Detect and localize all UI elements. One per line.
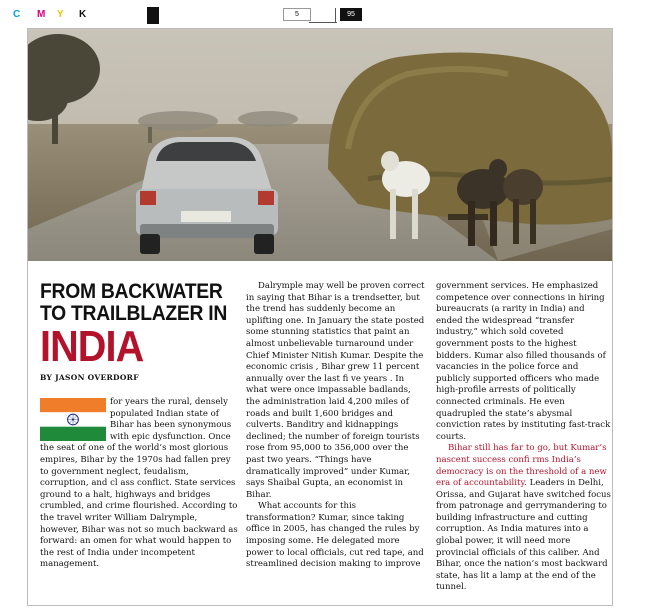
cmyk-c: C bbox=[13, 9, 21, 20]
cmyk-m: M bbox=[37, 9, 46, 20]
page-number: 95 bbox=[340, 8, 362, 21]
paragraph: Leaders in Delhi, Orissa, and Gujarat have switched focus from patronage and gerrymandering to building infrastructure and cutting corruption. As India matures into a global power, it will need more provincial officials of this caliber. And Bihar, once the nation’s most backward state, has lit a lamp at the end of the tunnel. bbox=[436, 478, 611, 593]
byline: BY JASON OVERDORF bbox=[40, 373, 139, 382]
headline-line-1: FROM BACKWATER bbox=[40, 280, 223, 303]
flag-spacer bbox=[40, 397, 110, 441]
paragraph: What accounts for this transformation? Kumar, since taking office in 2005, has changed the rules by imposing some. He delegated more power to local officials, cut red tape, and streamlined decision making to improve bbox=[246, 501, 424, 570]
magazine-page bbox=[27, 28, 613, 606]
article-column-3 bbox=[436, 281, 611, 594]
page-code: 5 bbox=[283, 8, 311, 21]
article-column-2 bbox=[246, 281, 426, 571]
article-column-1 bbox=[40, 397, 238, 571]
headline-country: INDIA bbox=[40, 322, 144, 371]
crop-line bbox=[335, 8, 336, 22]
pull-quote: Bihar still has far to go, but Kumar’s nascent success confi rms India’s democracy is on the threshold of a new era of accountability. bbox=[436, 443, 607, 489]
headline-line-2: TO TRAILBLAZER IN bbox=[40, 302, 228, 325]
cmyk-k: K bbox=[79, 9, 87, 20]
paragraph: government services. He emphasized competence over connections in hiring bureaucrats (a rarity in India) and ended the widespread “transfer industry,” which sold coveted government posts to the highest bidders. Kumar also filled thousands of vacancies in the police force and publicly supported officers who made high-profile arrests of politically connected criminals. He even quadrupled the state’s abysmal conviction rates by instituting fast-track courts. bbox=[436, 281, 611, 442]
crop-line bbox=[309, 22, 337, 23]
registration-mark bbox=[147, 7, 159, 24]
headline bbox=[40, 281, 240, 369]
paragraph: Dalrymple may well be proven correct in saying that Bihar is a trendsetter, but the trend has suddenly become an uplifting one. In January the state posted some stunning statistics that paint an almost unbelievable turnaround under Chief Minister Nitish Kumar. Despite the economic crisis , Bihar grew 11 percent annually over the last fi ve years . In what were once impassable badlands, the administration laid 4,200 miles of roads and built 1,600 bridges and culverts. Banditry and kidnappings declined; the number of foreign tourists rose from 95,000 to 356,000 over the past two years. “Things have dramatically improved” under Kumar, says Shaibal Gupta, an economist in Bihar. bbox=[246, 281, 425, 500]
print-marks bbox=[0, 0, 651, 28]
cmyk-y: Y bbox=[57, 9, 64, 20]
paragraph: for years the rural, densely populated Indian state of Bihar has been synonymous with epic dysfunction. Once the seat of one of the world’s most glorious empires, Bihar by the 1970s had fallen prey to government neglect, feudalism, corruption, and cl ass conflict. State services ground to a halt, highways and bridges crumbled, and crime flourished. According to the travel writer William Dalrymple, however, Bihar was not so much backward as forward: an omen for what would happen to the rest of India under incompetent management. bbox=[40, 397, 238, 570]
road-ox-cart-photo bbox=[28, 29, 612, 261]
